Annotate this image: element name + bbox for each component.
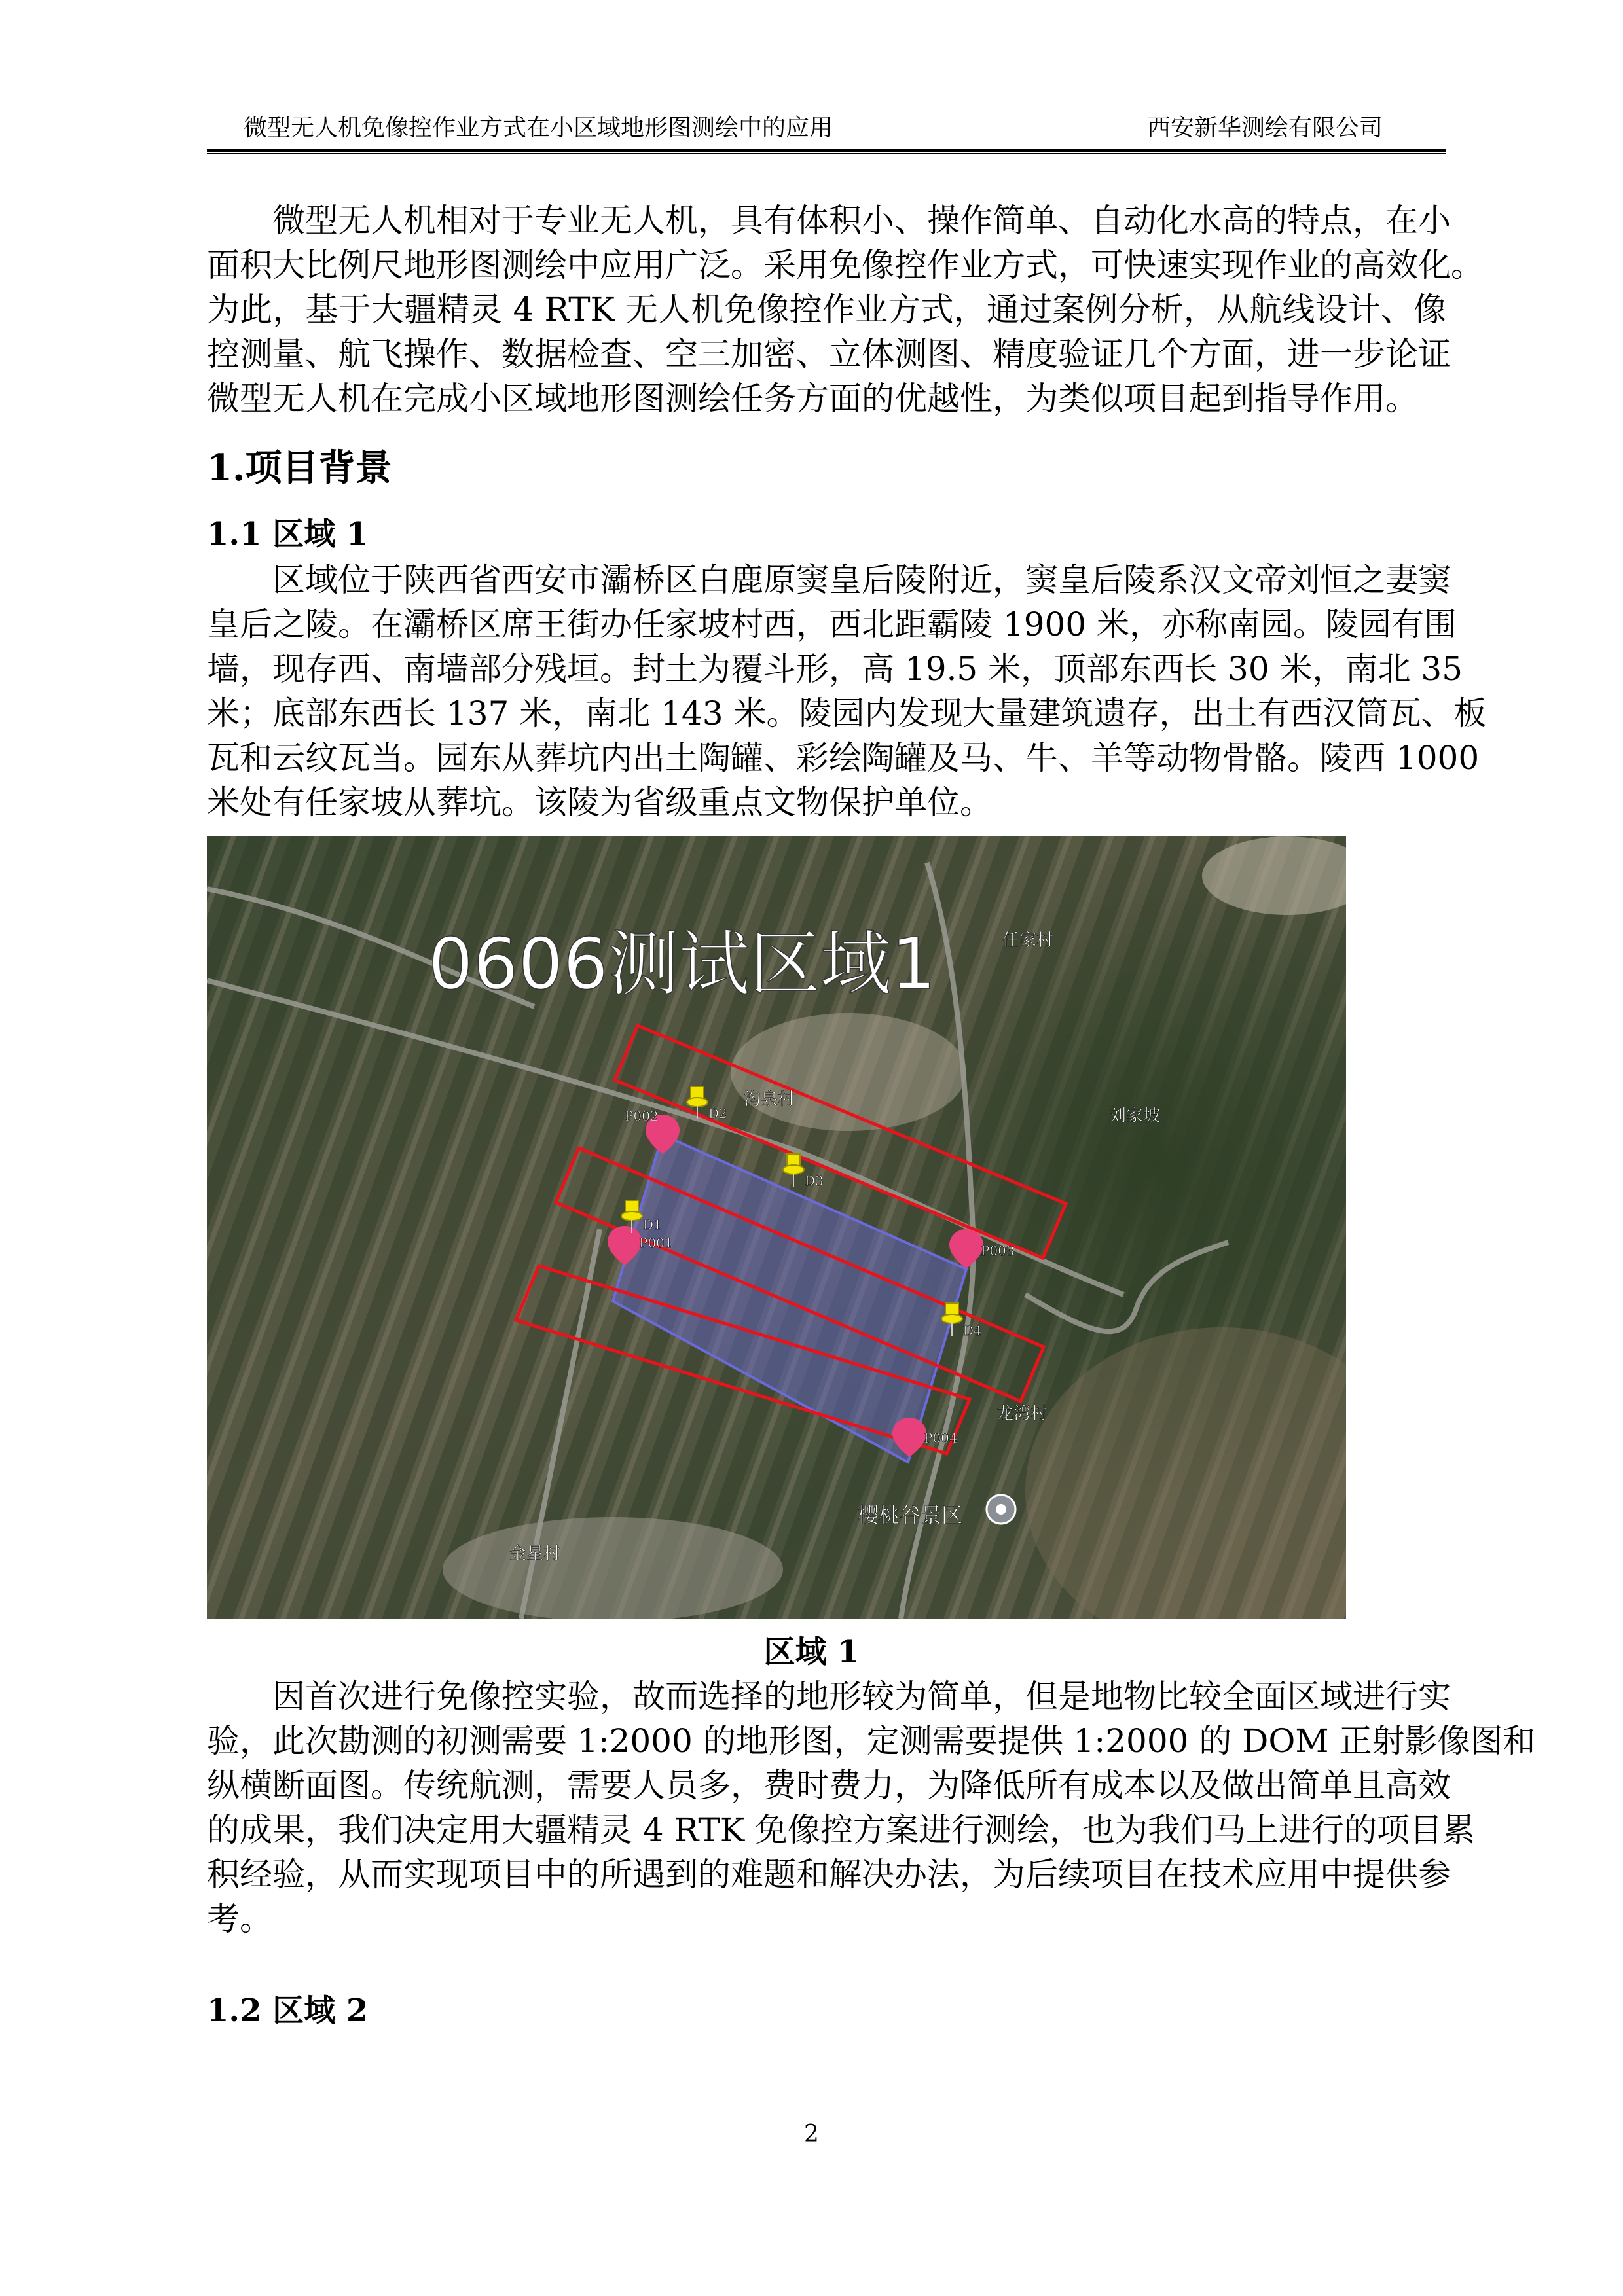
place-label: 龙湾村 [996,1404,1048,1424]
text-line: 纵横断面图。传统航测，需要人员多，费时费力，为降低所有成本以及做出简单且高效 [207,1767,1451,1804]
text-line: 为此，基于大疆精灵 4 RTK 无人机免像控作业方式，通过案例分析，从航线设计、像 [207,291,1446,329]
figure-caption: 区域 1 [763,1634,860,1670]
text-line: 微型无人机在完成小区域地形图测绘任务方面的优越性，为类似项目起到指导作用。 [207,380,1418,418]
text-line: 墙，现存西、南墙部分残垣。封土为覆斗形，高 19.5 米，顶部东西长 30 米，南北 35 [207,650,1463,688]
place-label: 金星村 [509,1544,561,1564]
marker-label: P004 [924,1430,958,1446]
marker-label: D3 [805,1173,824,1189]
text-line: 的成果，我们决定用大疆精灵 4 RTK 免像控方案进行测绘，也为我们马上进行的项目累 [207,1811,1475,1849]
text-line: 区域位于陕西省西安市灞桥区白鹿原窦皇后陵附近，窦皇后陵系汉文帝刘恒之妻窦 [272,561,1451,599]
place-label: 樱桃谷景区 [858,1503,963,1528]
text-line: 皇后之陵。在灞桥区席王街办任家坡村西，西北距霸陵 1900 米，亦称南园。陵园有围 [207,605,1457,643]
header-divider [207,149,1446,154]
marker-label: D4 [963,1323,982,1338]
region1-followup-paragraph [207,1674,1536,1941]
region1-paragraph [207,558,1487,825]
intro-paragraph [207,198,1484,421]
page-number: 2 [804,2121,819,2147]
text-line: 考。 [207,1900,272,1938]
marker-label: P002 [625,1108,659,1124]
marker-label: D2 [708,1105,727,1121]
section-heading: 1.项目背景 [207,446,392,490]
text-line: 瓦和云纹瓦当。园东从葬坑内出土陶罐、彩绘陶罐及马、牛、羊等动物骨骼。陵西 1000 [207,739,1480,777]
marker-label: P003 [981,1243,1015,1259]
place-label: 任家村 [1002,931,1054,950]
map-title: 0606测试区域1 [428,924,936,1005]
text-line: 米处有任家坡从葬坑。该陵为省级重点文物保护单位。 [207,783,993,821]
place-label: 沟泉村 [744,1090,795,1109]
marker-label: P001 [639,1235,673,1251]
subsection-heading: 1.2 区域 2 [207,1992,369,2029]
subsection-heading: 1.1 区域 1 [207,516,369,552]
text-line: 米；底部东西长 137 米，南北 143 米。陵园内发现大量建筑遗存，出土有西汉筒瓦、板 [207,694,1487,732]
marker-label: D1 [643,1217,662,1232]
text-line: 因首次进行免像控实验，故而选择的地形较为简单，但是地物比较全面区域进行实 [272,1677,1451,1715]
text-line: 控测量、航飞操作、数据检查、空三加密、立体测图、精度验证几个方面，进一步论证 [207,335,1451,373]
text-line: 微型无人机相对于专业无人机，具有体积小、操作简单、自动化水高的特点，在小 [272,202,1451,240]
running-header-title: 微型无人机免像控作业方式在小区域地形图测绘中的应用 [244,115,833,141]
place-label: 刘家坡 [1109,1106,1161,1126]
location-pin-icon [987,1495,1015,1524]
text-line: 面积大比例尺地形图测绘中应用广泛。采用免像控作业方式，可快速实现作业的高效化。 [207,246,1484,284]
text-line: 积经验，从而实现项目中的所遇到的难题和解决办法，为后续项目在技术应用中提供参 [207,1856,1451,1893]
text-line: 验，此次勘测的初测需要 1:2000 的地形图，定测需要提供 1:2000 的 DOM 正射影像图和 [207,1722,1536,1760]
running-header-company: 西安新华测绘有限公司 [1147,115,1383,141]
satellite-map-figure [207,836,1346,1619]
